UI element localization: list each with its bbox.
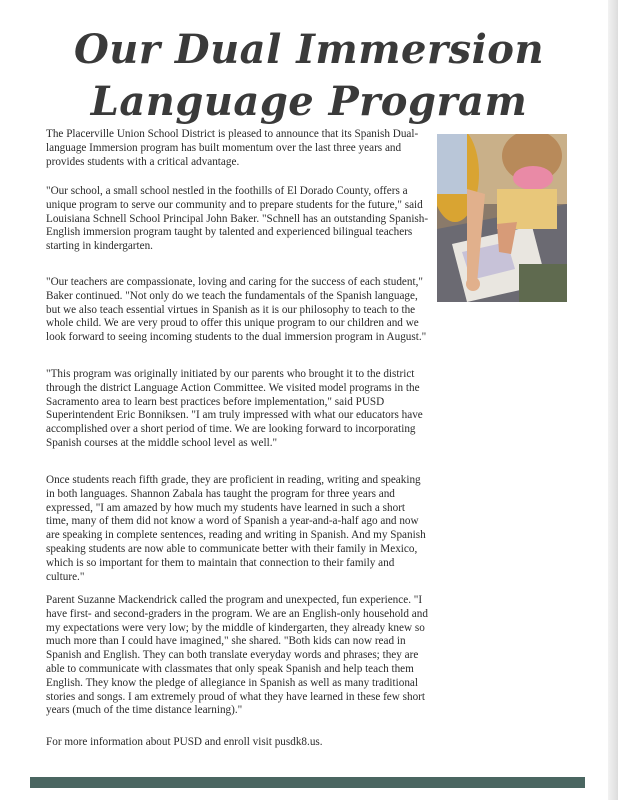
paragraph-fifth-grade: Once students reach fifth grade, they are proficient in reading, writing and speaking in both languages. Shannon Zabala has taught the program for three years and expressed, "I am amazed by how much my students have learned in such a short time, many of them did not know a word of Spanish a year-and-a-half ago and now are speaking in complete sentences, reading and writing in Spanish. And my Spanish speaking students are now able to communicate better with their family in Mexico, which is so important for them to maintain that connection to their family and culture." — [46, 474, 426, 583]
classroom-photo-illustration — [437, 134, 567, 302]
page-title-line-2: Language Program — [90, 78, 528, 125]
paragraph-parent-quote: Parent Suzanne Mackendrick called the program and unexpected, fun experience. "I have first- and second-graders in the program. We are an English-only household and my expectations were very low; by the middle of kindergarten, they already knew so much more than I could have imagined," she shared. "Both kids can now read in Spanish and English. They can both translate everyday words and phrases; they are able to communicate with classmates that only speak Spanish and help teach them English. They know the pledge of allegiance in Spanish as well as many traditional stories and songs. I am extremely proud of what they have learned in these few short years (much of the time distance learning)." — [46, 594, 428, 717]
classroom-photo — [437, 134, 567, 302]
paragraph-teachers-quote: "Our teachers are compassionate, loving and caring for the success of each student," Baker continued. "Not only do we teach the fundamentals of the Spanish language, but we also teach essential virtues in Spanish as it is our philosophy to teach to the whole child. We are very proud to offer this unique program to our children and we look forward to seeing incoming students to the dual immersion program in August." — [46, 276, 427, 344]
footer-bar — [30, 777, 585, 788]
paragraph-more-info: For more information about PUSD and enroll visit pusdk8.us. — [46, 736, 323, 748]
page-title-line-1: Our Dual Immersion — [73, 26, 545, 73]
paragraph-superintendent-quote: "This program was originally initiated by our parents who brought it to the district through the district Language Action Committee. We visited model programs in the Sacramento area to learn best practices before implementation," said PUSD Superintendent Eric Bonniksen. "I am truly impressed with what our educators have accomplished over a short period of time. We are looking forward to incorporating Spanish courses at the middle school level as well." — [46, 368, 423, 449]
paragraph-principal-quote: "Our school, a small school nestled in the foothills of El Dorado County, offers a unique program to serve our community and to prepare students for the future," said Louisiana Schnell School Principal John Baker. "Schnell has an outstanding Spanish-English immersion program taught by talented and experienced bilingual teachers starting in kindergarten. — [46, 185, 429, 253]
paragraph-intro: The Placerville Union School District is pleased to announce that its Spanish Dual-language Immersion program has built momentum over the last three years and provides students with a critical advantage. — [46, 128, 419, 168]
